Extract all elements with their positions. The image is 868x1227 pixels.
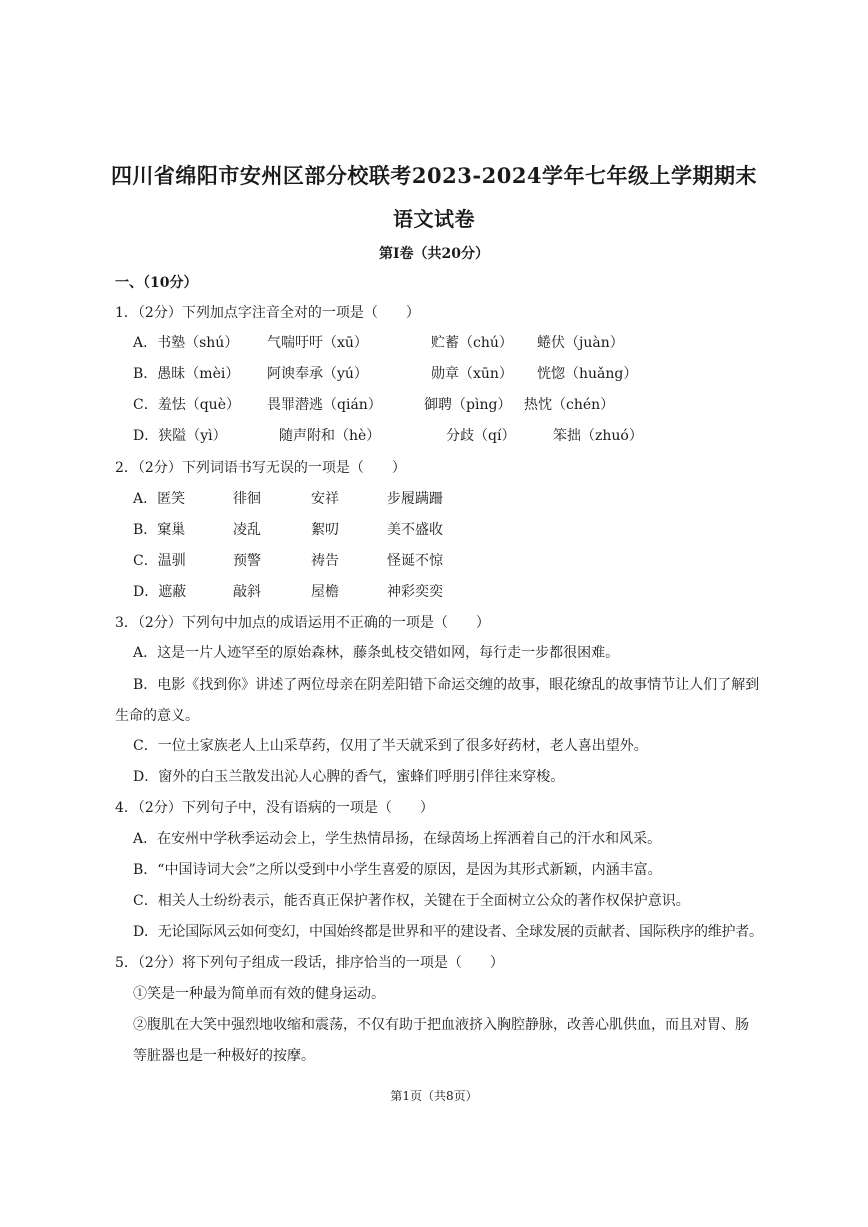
option-cell: 热忱（chén） [524,397,615,413]
option-cell: 蜷伏（juàn） [537,335,624,351]
page-footer: 第1页（共8页） [390,1089,478,1103]
question-4-option-c: C．相关人士纷纷表示，能否真正保护著作权，关键在于全面树立公众的著作权保护意识。 [133,893,690,909]
question-5-sentence-1: ①笑是一种最为简单而有效的健身运动。 [133,986,385,1002]
option-cell: 预警 [233,553,261,569]
option-cell: 御聘（pìng） [424,397,512,413]
option-cell: 畏罪潜逃（qián） [267,397,382,413]
question-3-option-c: C．一位土家族老人上山采草药，仅用了半天就采到了很多好药材，老人喜出望外。 [133,738,648,754]
option-cell: A．匿笑 [133,491,186,507]
option-cell: 敲斜 [233,584,261,600]
option-cell: 气喘吁吁（xū） [267,335,368,351]
question-1-stem: 1．（2分）下列加点字注音全对的一项是（ ） [115,305,420,321]
question-4-option-d: D．无论国际风云如何变幻，中国始终都是世界和平的建设者、全球发展的贡献者、国际秩序的维护者。 [133,924,763,940]
option-cell: 美不盛收 [387,522,443,538]
option-cell: 阿谀奉承（yú） [267,366,368,382]
question-4-stem: 4．（2分）下列句子中，没有语病的一项是（ ） [115,800,434,816]
option-cell: 怪诞不惊 [387,553,443,569]
volume-heading: 第Ⅰ卷（共20分） [378,246,490,262]
question-3-option-b: B．电影《找到你》讲述了两位母亲在阴差阳错下命运交缠的故事，眼花缭乱的故事情节让人们了解到 [133,677,760,693]
question-2-stem: 2．（2分）下列词语书写无误的一项是（ ） [115,460,406,476]
exam-subject-title: 语文试卷 [393,207,475,231]
option-cell: B．愚昧（mèi） [133,366,240,382]
question-3-option-d: D．窗外的白玉兰散发出沁人心脾的香气，蜜蜂们呼朋引伴往来穿梭。 [133,769,565,785]
option-cell: 恍惚（huǎng） [537,366,638,382]
option-cell: D．遮蔽 [133,584,187,600]
question-5-stem: 5．（2分）将下列句子组成一段话，排序恰当的一项是（ ） [115,955,504,971]
option-cell: 笨拙（zhuó） [553,428,643,444]
option-cell: 随声附和（hè） [279,428,381,444]
question-3-option-b-cont: 生命的意义。 [115,708,199,724]
option-cell: 屋檐 [311,584,339,600]
question-5-sentence-2-cont: 等脏器也是一种极好的按摩。 [133,1048,315,1064]
question-3-stem: 3．（2分）下列句中加点的成语运用不正确的一项是（ ） [115,615,490,631]
question-4-option-a: A．在安州中学秋季运动会上，学生热情昂扬，在绿茵场上挥洒着自己的汗水和风采。 [133,831,662,847]
question-5-sentence-2: ②腹肌在大笑中强烈地收缩和震荡，不仅有助于把血液挤入胸腔静脉，改善心肌供血，而且对胃、肠 [133,1017,749,1033]
question-4-option-b: B．“中国诗词大会”之所以受到中小学生喜爱的原因，是因为其形式新颖，内涵丰富。 [133,862,662,878]
question-3-option-a: A．这是一片人迹罕至的原始森林，藤条虬枝交错如网，每行走一步都很困难。 [133,645,620,661]
option-cell: 分歧（qí） [446,428,516,444]
option-cell: 絮叨 [311,522,339,538]
option-cell: 徘徊 [233,491,261,507]
option-cell: 勋章（xūn） [431,366,513,382]
section-heading: 一、（10分） [115,275,198,291]
exam-title: 四川省绵阳市安州区部分校联考2023-2024学年七年级上学期期末 [110,163,758,188]
option-cell: 祷告 [311,553,339,569]
option-cell: B．窠巢 [133,522,186,538]
option-cell: C．羞怯（què） [133,397,240,413]
option-cell: C．温驯 [133,553,186,569]
option-cell: A．书塾（shú） [133,335,239,351]
option-cell: 安祥 [311,491,339,507]
option-cell: D．狭隘（yì） [133,428,227,444]
option-cell: 步履蹒跚 [387,491,443,507]
option-cell: 神彩奕奕 [387,584,443,600]
option-cell: 凌乱 [233,522,261,538]
option-cell: 贮蓄（chú） [431,335,513,351]
